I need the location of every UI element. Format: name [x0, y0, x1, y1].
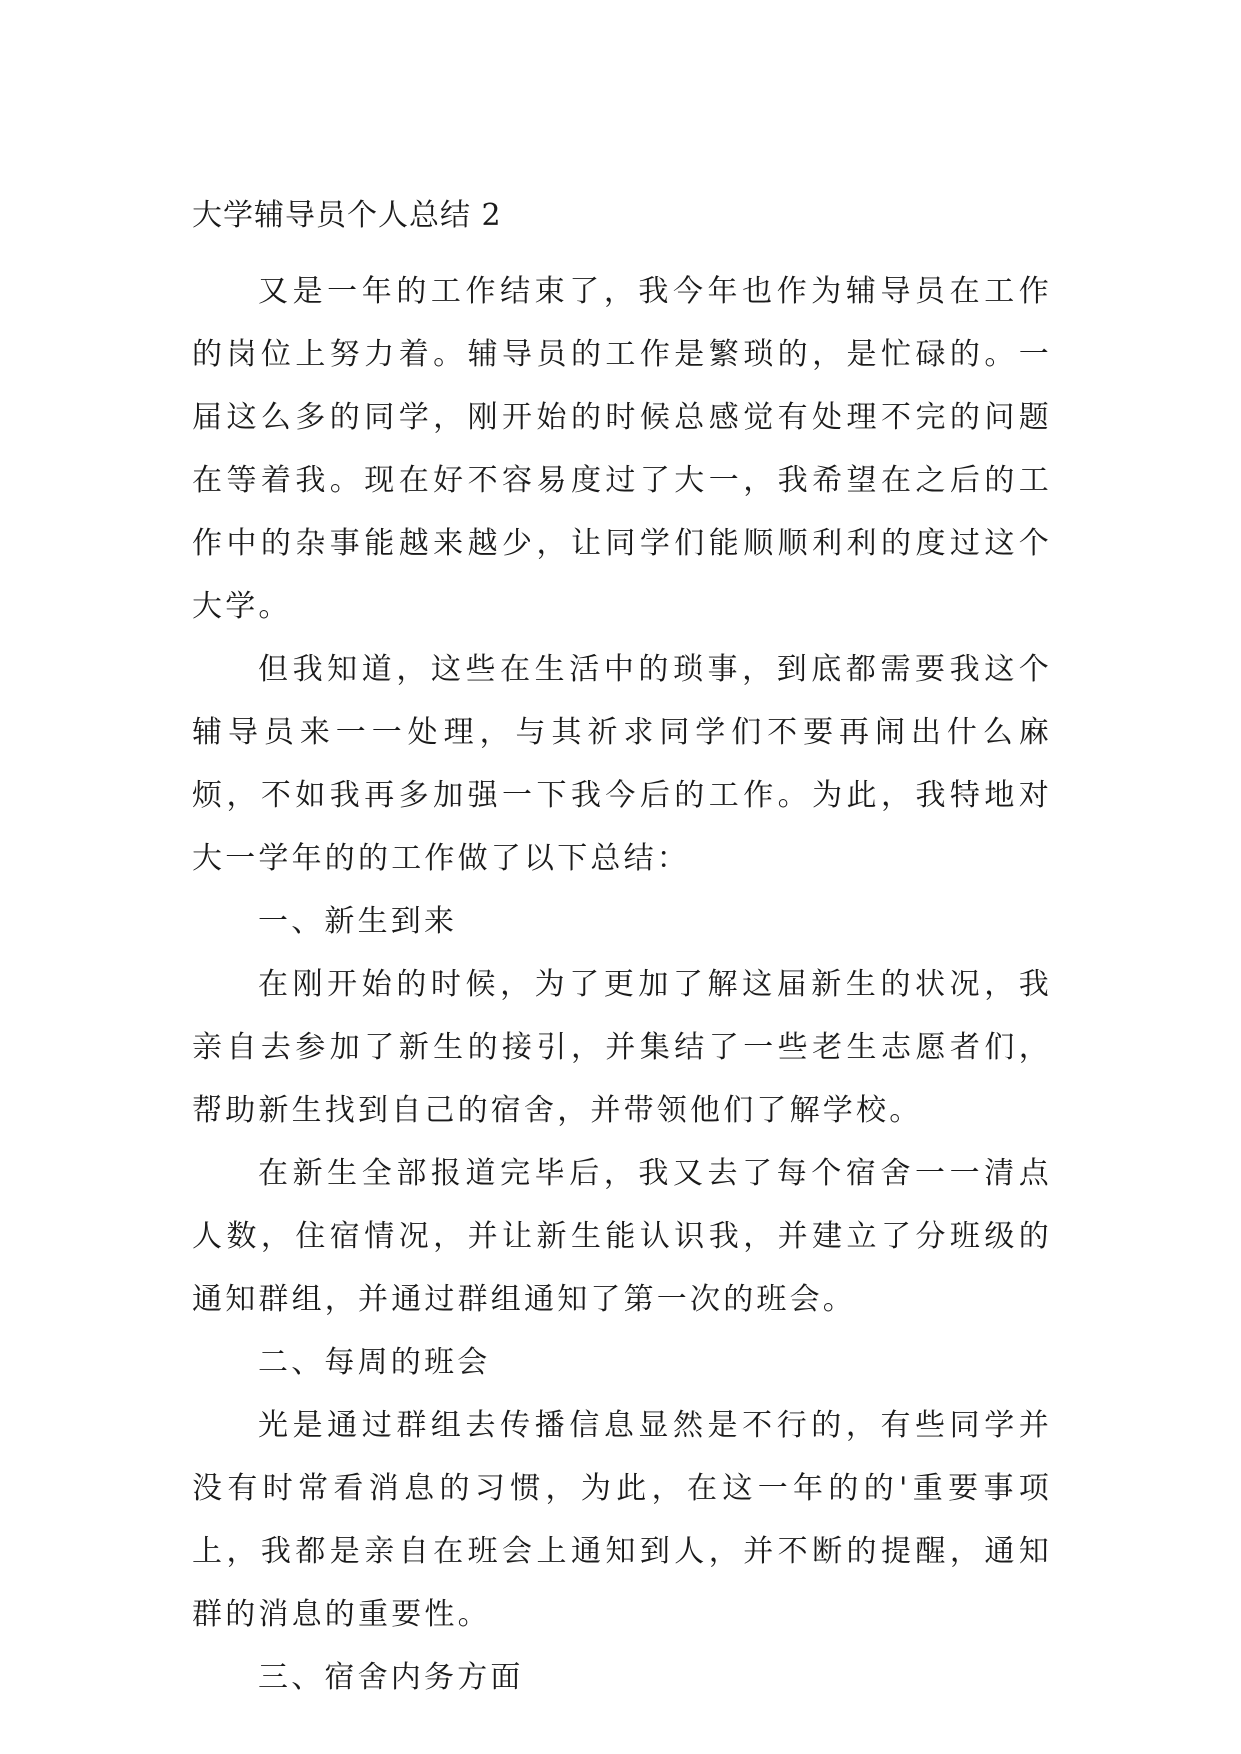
paragraph-overview: 但我知道，这些在生活中的琐事，到底都需要我这个辅导员来一一处理，与其祈求同学们不要再闹出什么麻烦，不如我再多加强一下我今后的工作。为此，我特地对大一学年的的工作做了以下总结： — [192, 652, 1052, 876]
document-title: 大学辅导员个人总结 2 — [192, 198, 502, 233]
paragraph-intro: 又是一年的工作结束了，我今年也作为辅导员在工作的岗位上努力着。辅导员的工作是繁琐的，是忙碌的。一届这么多的同学，刚开始的时候总感觉有处理不完的问题在等着我。现在好不容易度过了大一，我希望在之后的工作中的杂事能越来越少，让同学们能顺顺利利的度过这个大学。 — [192, 274, 1052, 624]
section-heading-freshmen: 一、新生到来 — [258, 904, 458, 939]
paragraph-weekly-meeting: 光是通过群组去传播信息显然是不行的，有些同学并没有时常看消息的习惯，为此，在这一年的的'重要事项上，我都是亲自在班会上通知到人，并不断的提醒，通知群的消息的重要性。 — [192, 1408, 1052, 1632]
section-heading-weekly-meeting: 二、每周的班会 — [258, 1345, 491, 1380]
paragraph-freshmen-reception: 在刚开始的时候，为了更加了解这届新生的状况，我亲自去参加了新生的接引，并集结了一些老生志愿者们，帮助新生找到自己的宿舍，并带领他们了解学校。 — [192, 967, 1052, 1128]
section-heading-dorm-affairs: 三、宿舍内务方面 — [258, 1660, 524, 1695]
document-body — [192, 196, 1052, 1709]
paragraph-dorm-check: 在新生全部报道完毕后，我又去了每个宿舍一一清点人数，住宿情况，并让新生能认识我，并建立了分班级的通知群组，并通过群组通知了第一次的班会。 — [192, 1156, 1052, 1317]
